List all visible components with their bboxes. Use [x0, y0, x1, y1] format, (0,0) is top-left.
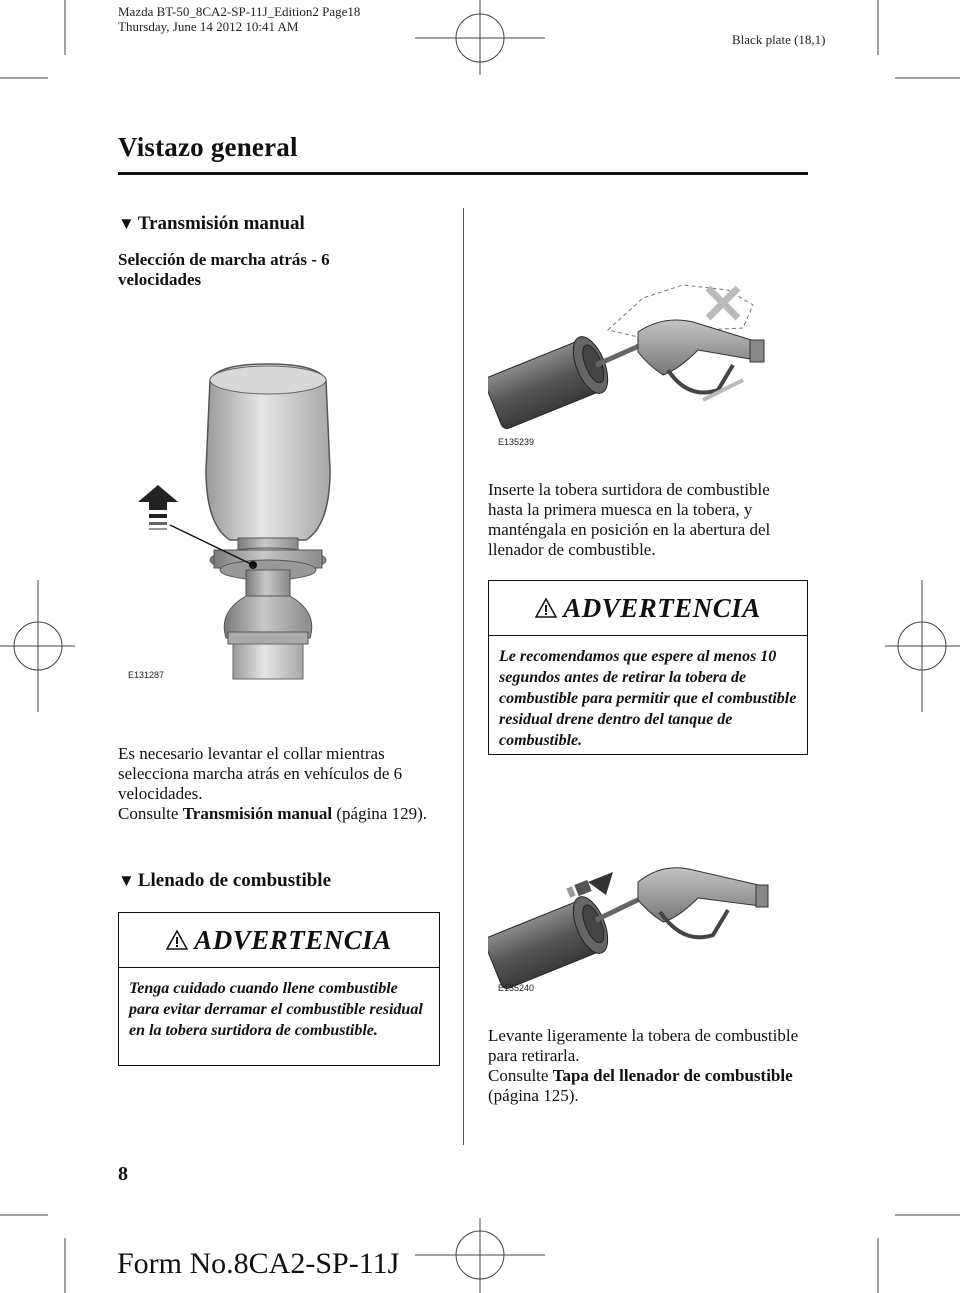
- warning-header: [119, 913, 439, 968]
- fuel-nozzle-insert-illustration: [488, 270, 778, 445]
- warning-header: [489, 581, 807, 636]
- link-manual-transmission[interactable]: Transmisión manual: [182, 804, 333, 823]
- page-number: 8: [118, 1163, 128, 1185]
- page-ref: (página 129).: [336, 804, 428, 823]
- heading-manual-transmission: [118, 213, 305, 235]
- warning-text: Tenga cuidado cuando llene combustible para evitar derramar el combustible residual en la tobera surtidora de combustible.: [129, 980, 423, 1039]
- title-rule: [118, 172, 808, 175]
- para-insert-nozzle: Inserte la tobera surtidora de combustible hasta la primera muesca en la tobera, y manténgala en posición en la abertura del llenador de combustible.: [488, 480, 771, 559]
- link-fuel-filler-lid[interactable]: Tapa del llenador de combustible: [552, 1066, 793, 1085]
- triangle-marker-icon: ▼: [118, 214, 135, 233]
- lift-arrow-icon: [138, 485, 178, 530]
- figure-code-e135240: E135240: [498, 983, 535, 993]
- consult-label: Consulte: [488, 1066, 549, 1085]
- form-number: Form No.8CA2-SP-11J: [117, 1247, 400, 1280]
- subheading-reverse-gear: Selección de marcha atrás - 6 velocidades: [118, 250, 330, 289]
- para-collar-text: Es necesario levantar el collar mientras selecciona marcha atrás en vehículos de 6 velocidades.: [118, 744, 403, 803]
- para-collar: [118, 744, 443, 824]
- para-remove-nozzle: [488, 1026, 808, 1106]
- file-info-line2: Thursday, June 14 2012 10:41 AM: [118, 19, 299, 34]
- section-title: Vistazo general: [118, 132, 298, 162]
- warning-title: ADVERTENCIA: [563, 592, 761, 623]
- pull-arrow-icon: [566, 872, 613, 898]
- file-info-line1: Mazda BT-50_8CA2-SP-11J_Edition2 Page18: [118, 4, 361, 19]
- warning-title: ADVERTENCIA: [194, 924, 392, 955]
- heading-text: Transmisión manual: [137, 213, 305, 234]
- warning-triangle-icon: [166, 930, 188, 950]
- column-divider: [463, 208, 464, 1145]
- warning-text: Le recomendamos que espere al menos 10 segundos antes de retirar la tobera de combustible para permitir que el combustible residual drene dentro del tanque de combustible.: [499, 648, 797, 749]
- triangle-marker-icon: ▼: [118, 871, 135, 890]
- consult-label: Consulte: [118, 804, 179, 823]
- gear-knob-illustration: [118, 350, 348, 685]
- page-ref: (página 125).: [488, 1086, 579, 1105]
- figure-code-e131287: E131287: [128, 670, 165, 680]
- fuel-nozzle-remove-illustration: [488, 850, 778, 990]
- warning-triangle-icon: [535, 598, 557, 618]
- heading-refueling: [118, 870, 331, 892]
- plate-label: Black plate (18,1): [732, 32, 826, 47]
- para-remove-text: Levante ligeramente la tobera de combustible para retirarla.: [488, 1026, 799, 1065]
- warning-box-2: [488, 580, 808, 755]
- heading-text: Llenado de combustible: [137, 870, 332, 891]
- figure-code-e135239: E135239: [498, 437, 535, 447]
- warning-box-1: [118, 912, 440, 1066]
